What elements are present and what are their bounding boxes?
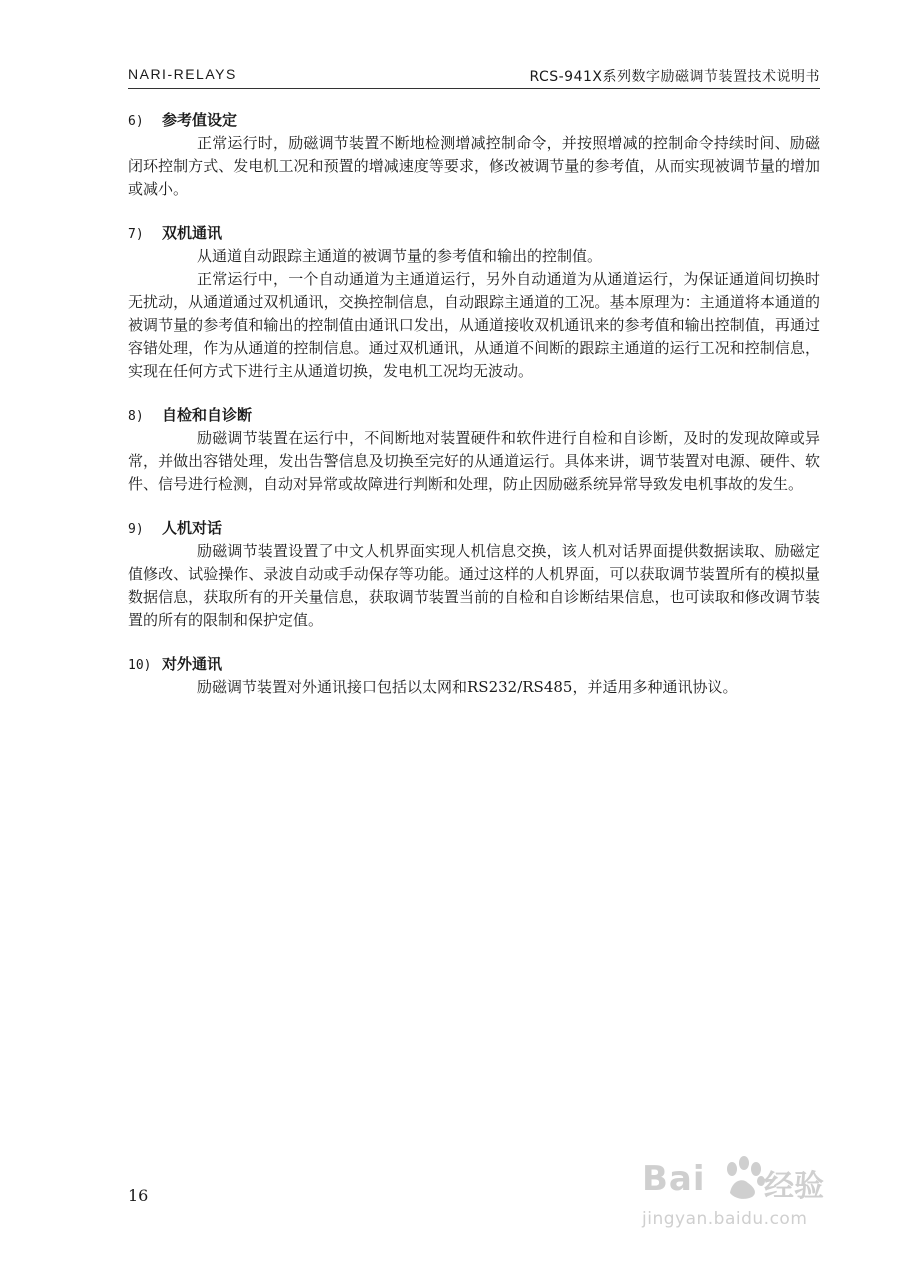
- section-reference-setting: [128, 108, 820, 201]
- section-hmi: [128, 516, 820, 632]
- paragraph: 正常运行中，一个自动通道为主通道运行，另外自动通道为从通道运行，为保证通道间切换时无扰动，从通道通过双机通讯，交换控制信息，自动跟踪主通道的工况。基本原理为：主通道将本通道的被调节量的参考值和输出的控制值由通讯口发出，从通道接收双机通讯来的参考值和输出控制值，再通过容错处理，作为从通道的控制信息。通过双机通讯，从通道不间断的跟踪主通道的运行工况和控制信息，实现在任何方式下进行主从通道切换，发电机工况均无波动。: [128, 270, 820, 380]
- paragraph: 从通道自动跟踪主通道的被调节量的参考值和输出的控制值。: [197, 247, 603, 265]
- section-self-diagnosis: [128, 403, 820, 496]
- section-title: 7) 双机通讯: [128, 224, 223, 242]
- baidu-paw-icon: [722, 1155, 766, 1201]
- section-external-communication: [128, 652, 820, 699]
- header-doc-title: RCS-941X系列数字励磁调节装置技术说明书: [529, 69, 820, 85]
- paragraph: 正常运行时，励磁调节装置不断地检测增减控制命令，并按照增减的控制命令持续时间、励磁闭环控制方式、发电机工况和预置的增减速度等要求，修改被调节量的参考值，从而实现被调节量的增加或减小。: [128, 134, 820, 198]
- watermark-brand: Bai: [642, 1159, 706, 1199]
- section-title: 10) 对外通讯: [128, 655, 223, 673]
- baidu-watermark: [642, 1155, 842, 1245]
- section-title: 6) 参考值设定: [128, 111, 238, 129]
- watermark-brand-cn: 经验: [764, 1169, 824, 1204]
- page-number: 16: [128, 1186, 149, 1205]
- page-header: [128, 66, 820, 89]
- header-company: NARI-RELAYS: [128, 66, 237, 82]
- paragraph: 励磁调节装置对外通讯接口包括以太网和RS232/RS485，并适用多种通讯协议。: [197, 678, 738, 696]
- paragraph: 励磁调节装置在运行中，不间断地对装置硬件和软件进行自检和自诊断，及时的发现故障或异常，并做出容错处理，发出告警信息及切换至完好的从通道运行。具体来讲，调节装置对电源、硬件、软件、信号进行检测，自动对异常或故障进行判断和处理，防止因励磁系统异常导致发电机事故的发生。: [128, 429, 820, 493]
- section-dual-communication: [128, 221, 820, 383]
- document-body: [128, 108, 820, 719]
- section-title: 9) 人机对话: [128, 519, 223, 537]
- watermark-url: jingyan.baidu.com: [642, 1209, 808, 1229]
- section-title: 8) 自检和自诊断: [128, 406, 253, 424]
- paragraph: 励磁调节装置设置了中文人机界面实现人机信息交换，该人机对话界面提供数据读取、励磁定值修改、试验操作、录波自动或手动保存等功能。通过这样的人机界面，可以获取调节装置所有的模拟量数据信息，获取所有的开关量信息，获取调节装置当前的自检和自诊断结果信息，也可读取和修改调节装置的所有的限制和保护定值。: [128, 542, 820, 629]
